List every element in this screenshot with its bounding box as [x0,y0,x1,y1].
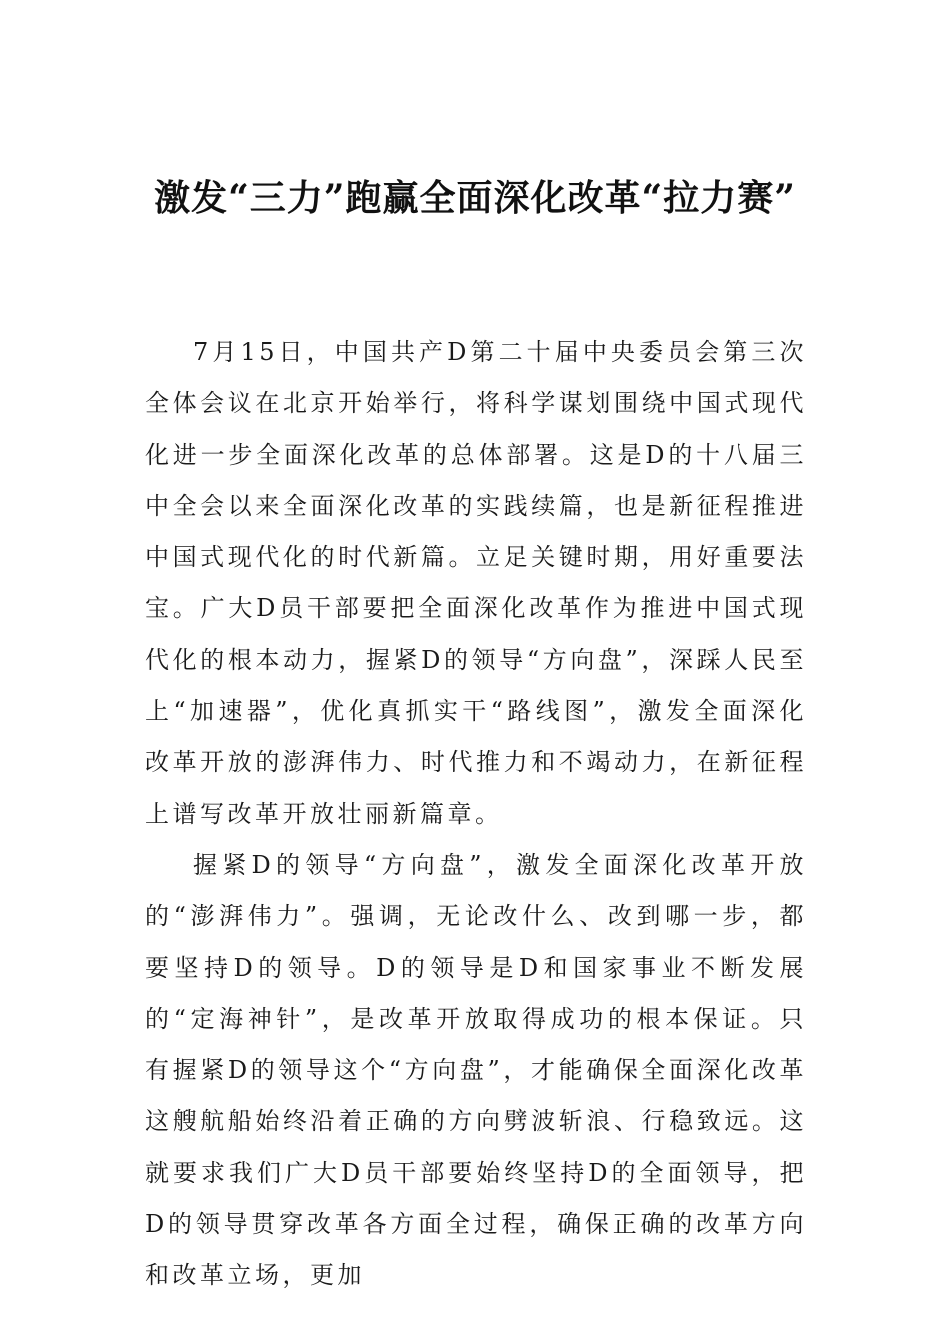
document-body [145,327,807,1302]
paragraph: 7月15日，中国共产D第二十届中央委员会第三次全体会议在北京开始举行，将科学谋划围绕中国式现代化进一步全面深化改革的总体部署。这是D的十八届三中全会以来全面深化改革的实践续篇，也是新征程推进中国式现代化的时代新篇。立足关键时期，用好重要法宝。广大D员干部要把全面深化改革作为推进中国式现代化的根本动力，握紧D的领导“方向盘”，深踩人民至上“加速器”，优化真抓实干“路线图”，激发全面深化改革开放的澎湃伟力、时代推力和不竭动力，在新征程上谱写改革开放壮丽新篇章。 [145,338,807,828]
paragraph: 握紧D的领导“方向盘”，激发全面深化改革开放的“澎湃伟力”。强调，无论改什么、改到哪一步，都要坚持D的领导。D的领导是D和国家事业不断发展的“定海神针”，是改革开放取得成功的根本保证。只有握紧D的领导这个“方向盘”，才能确保全面深化改革这艘航船始终沿着正确的方向劈波斩浪、行稳致远。这就要求我们广大D员干部要始终坚持D的全面领导，把D的领导贯穿改革各方面全过程，确保正确的改革方向和改革立场，更加 [145,850,807,1290]
document-title: 激发“三力”跑赢全面深化改革“拉力赛” [154,177,796,219]
